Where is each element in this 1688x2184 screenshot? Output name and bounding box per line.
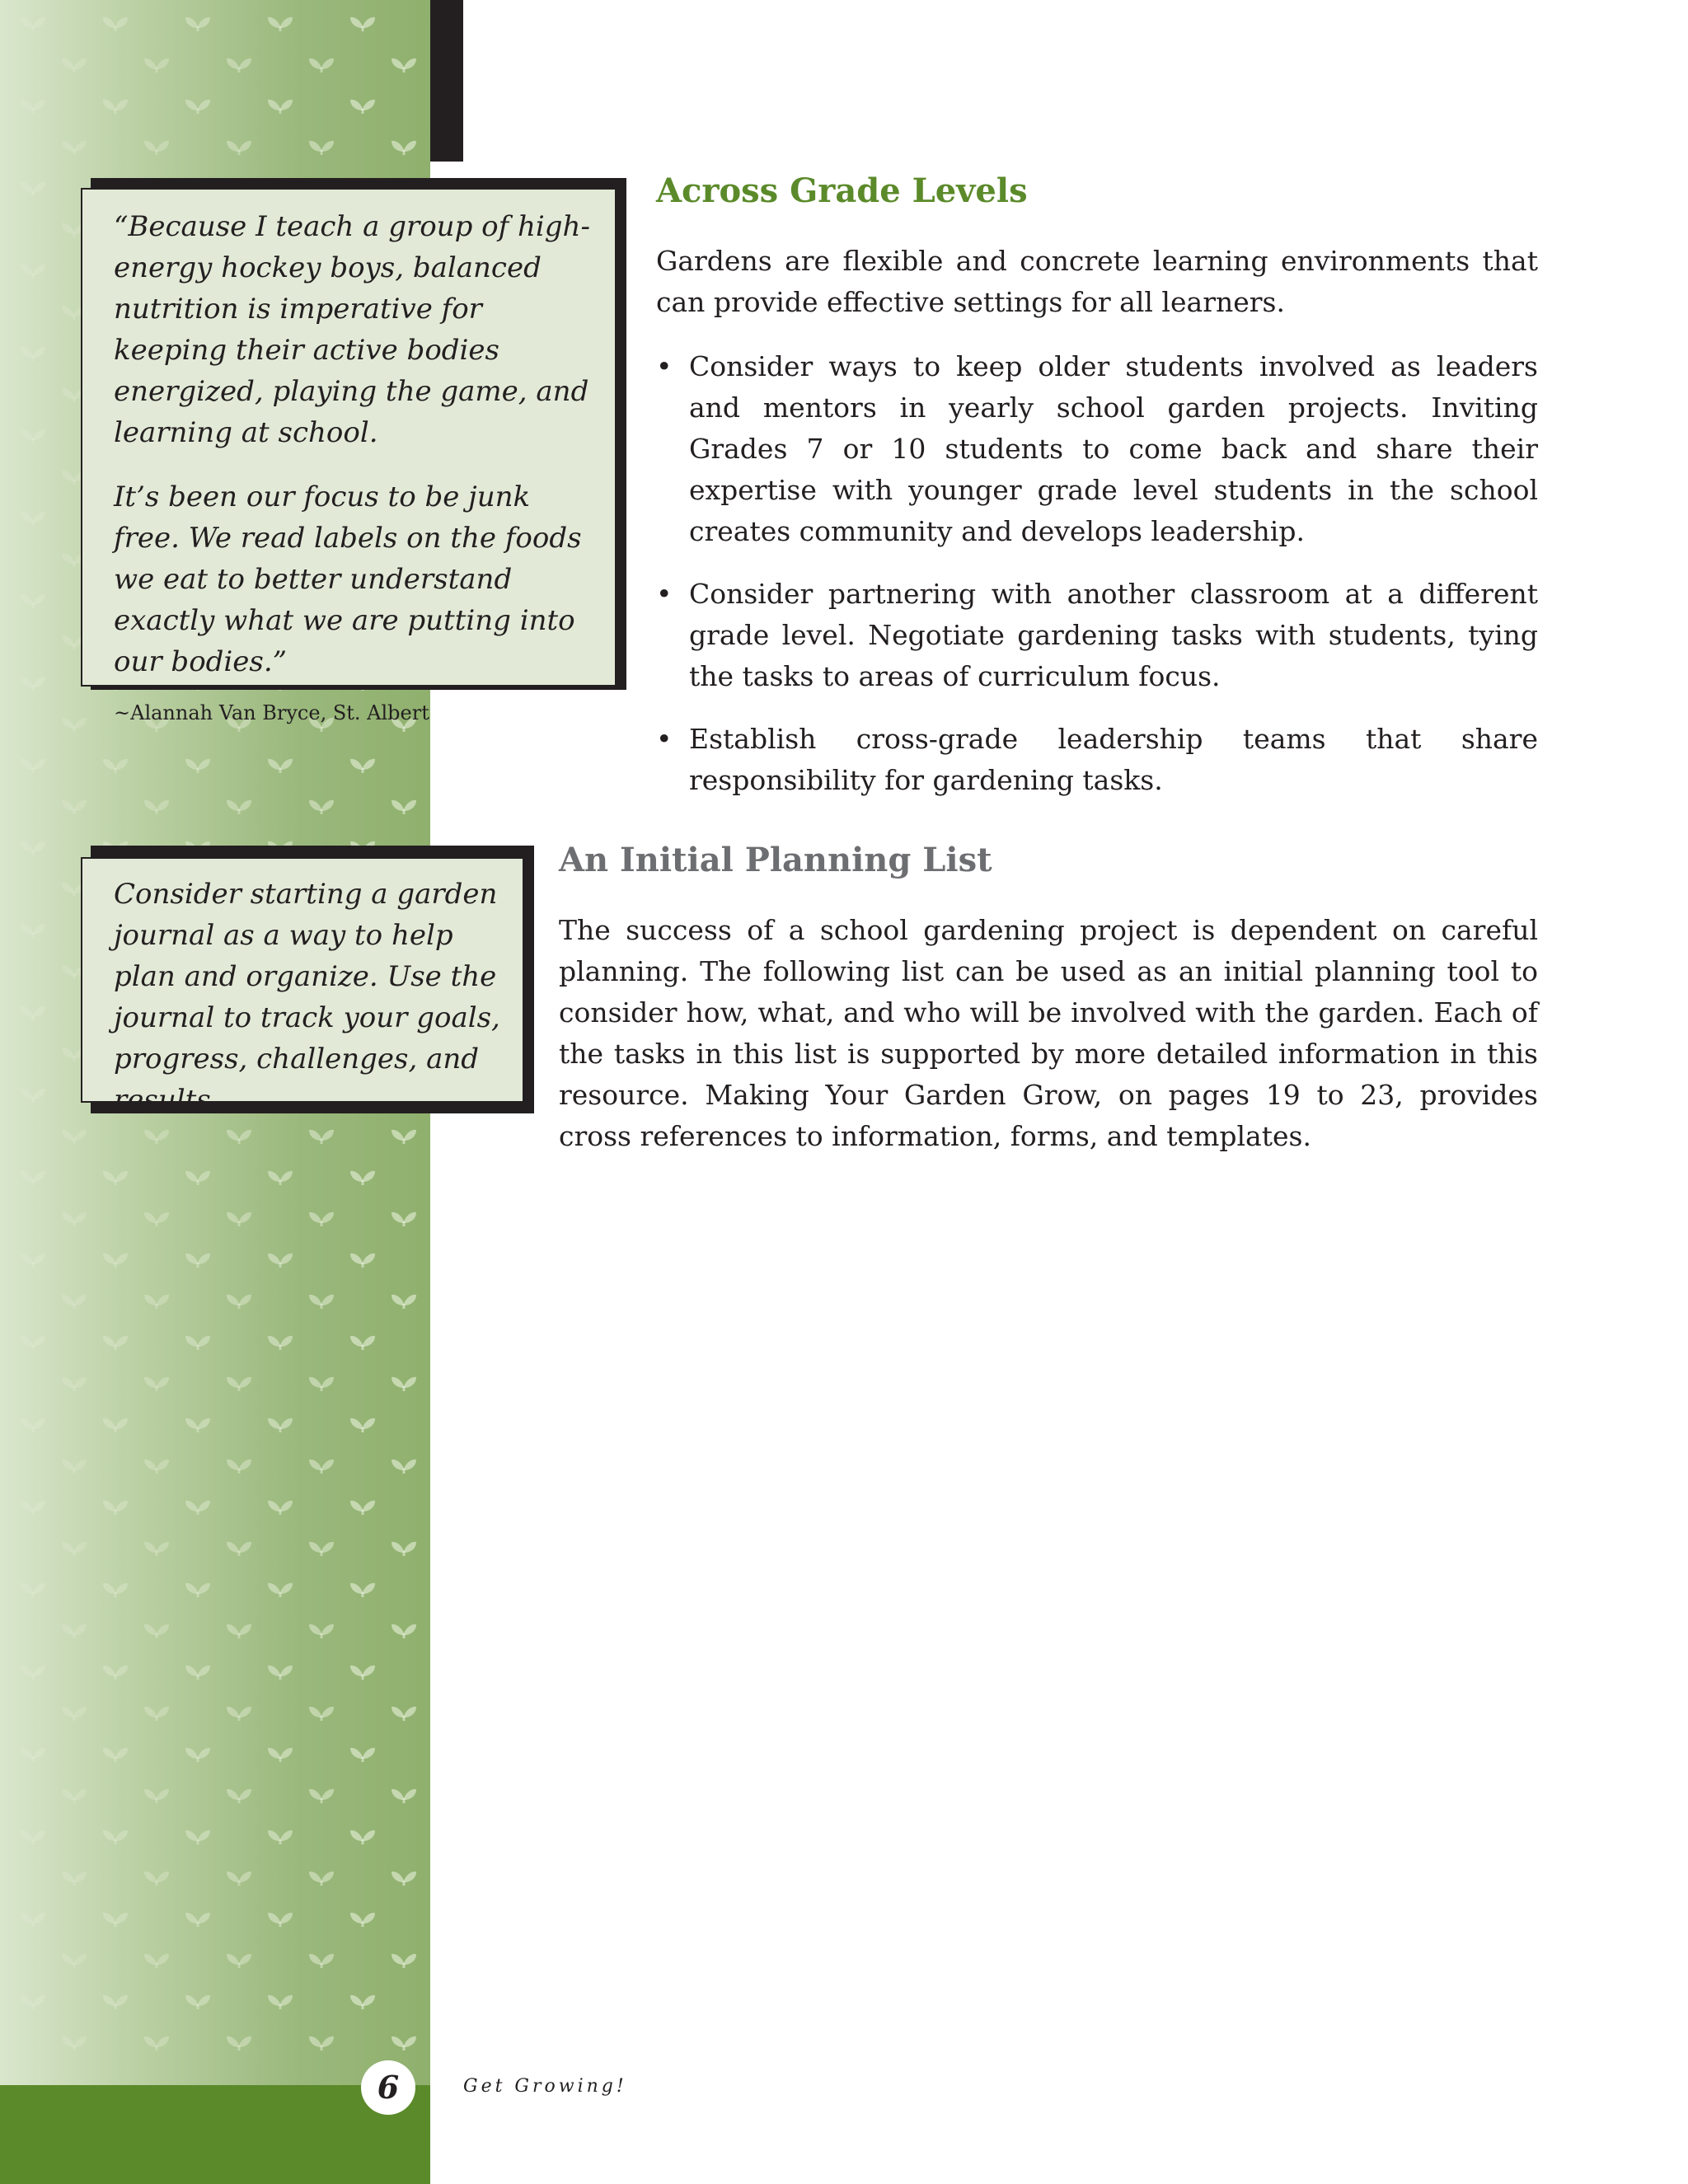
leaf-icon (227, 1707, 251, 1721)
leaf-icon (21, 1583, 45, 1597)
leaf-icon (350, 1748, 375, 1762)
leaf-icon (309, 1789, 334, 1803)
page-number: 6 (361, 2060, 415, 2115)
leaf-icon (185, 1913, 210, 1927)
leaf-icon (103, 1666, 128, 1680)
planning-paragraph: The success of a school gardening project is dependent on careful planning. The following list can be used as an initial planning tool to consider how, what, and who will be involved with the garden. Each of the tasks in this list is supported by more detailed information in this resource. Making Your Garden Grow, on pages 19 to 23, provides cross references to information, forms, and templates. (559, 914, 1538, 1152)
leaf-icon (392, 1954, 416, 1968)
leaf-icon (185, 100, 210, 114)
leaf-icon (21, 1254, 45, 1268)
leaf-icon (21, 347, 45, 361)
leaf-icon (144, 141, 169, 155)
leaf-icon (309, 1707, 334, 1721)
leaf-icon (21, 1336, 45, 1350)
leaf-icon (392, 1377, 416, 1391)
leaf-icon (144, 1377, 169, 1391)
leaf-icon (350, 1418, 375, 1432)
leaf-icon (21, 17, 45, 31)
leaf-icon (268, 1336, 293, 1350)
leaf-icon (21, 1830, 45, 1844)
leaf-icon (62, 1377, 87, 1391)
leaf-icon (268, 1171, 293, 1185)
leaf-icon (268, 1666, 293, 1680)
leaf-icon (185, 1418, 210, 1432)
leaf-icon (21, 759, 45, 773)
leaf-icon (350, 1830, 375, 1844)
leaf-icon (268, 1418, 293, 1432)
leaf-icon (21, 1418, 45, 1432)
leaf-icon (309, 1295, 334, 1309)
leaf-icon (62, 800, 87, 814)
leaf-icon (144, 1872, 169, 1886)
leaf-icon (309, 59, 334, 73)
leaf-icon (21, 1666, 45, 1680)
leaf-icon (62, 1954, 87, 1968)
leaf-icon (392, 1872, 416, 1886)
leaf-icon (62, 1295, 87, 1309)
leaf-icon (21, 677, 45, 691)
leaf-icon (62, 1707, 87, 1721)
leaf-icon (21, 1501, 45, 1515)
leaf-icon (62, 141, 87, 155)
sidebar-dark-accent (430, 0, 463, 162)
leaf-icon (144, 1624, 169, 1638)
leaf-icon (185, 1995, 210, 2009)
leaf-icon (268, 759, 293, 773)
leaf-icon (144, 59, 169, 73)
leaf-icon (21, 182, 45, 196)
leaf-icon (21, 1006, 45, 1020)
leaf-icon (103, 1748, 128, 1762)
leaf-icon (227, 2036, 251, 2050)
leaf-icon (350, 1501, 375, 1515)
leaf-icon (21, 1748, 45, 1762)
leaf-icon (21, 100, 45, 114)
leaf-icon (103, 1995, 128, 2009)
leaf-icon (185, 1171, 210, 1185)
leaf-icon (103, 759, 128, 773)
leaf-icon (350, 100, 375, 114)
leaf-icon (392, 800, 416, 814)
leaf-icon (62, 718, 87, 732)
leaf-icon (392, 1707, 416, 1721)
leaf-icon (21, 1995, 45, 2009)
leaf-icon (227, 1130, 251, 1144)
leaf-icon (268, 1913, 293, 1927)
leaf-icon (185, 1583, 210, 1597)
leaf-icon (144, 1789, 169, 1803)
leaf-icon (268, 1830, 293, 1844)
leaf-icon (62, 2036, 87, 2050)
leaf-icon (350, 759, 375, 773)
tip-text: Consider starting a garden journal as a way to help plan and organize. Use the journal to track your goals, progress, challenges, and results. (114, 878, 500, 1117)
leaf-icon (350, 17, 375, 31)
leaf-icon (21, 1913, 45, 1927)
leaf-icon (227, 59, 251, 73)
leaf-icon (144, 2036, 169, 2050)
leaf-icon (62, 1460, 87, 1474)
leaf-icon (227, 1542, 251, 1556)
bullet-icon: • (656, 578, 673, 610)
leaf-icon (392, 1789, 416, 1803)
leaf-icon (227, 1789, 251, 1803)
bullet-icon: • (656, 723, 673, 755)
leaf-icon (103, 1171, 128, 1185)
leaf-icon (392, 1542, 416, 1556)
leaf-icon (62, 1130, 87, 1144)
leaf-icon (144, 800, 169, 814)
leaf-icon (21, 429, 45, 443)
leaf-icon (227, 1460, 251, 1474)
leaf-icon (21, 1171, 45, 1185)
leaf-icon (144, 1954, 169, 1968)
section-intro-paragraph: Gardens are flexible and concrete learning environments that can provide effective settings for all learners. (656, 245, 1538, 318)
leaf-icon (309, 1542, 334, 1556)
leaf-icon (103, 1336, 128, 1350)
leaf-icon (144, 1460, 169, 1474)
list-item (656, 574, 1538, 697)
leaf-icon (62, 1872, 87, 1886)
leaf-icon (268, 1254, 293, 1268)
leaf-icon (103, 1830, 128, 1844)
list-item (656, 346, 1538, 552)
leaf-icon (309, 1460, 334, 1474)
quote-paragraph: “Because I teach a group of high-energy hockey boys, balanced nutrition is imperative for keeping their active bodies energized, playing the game, and learning at school. (114, 210, 590, 449)
leaf-icon (103, 1583, 128, 1597)
leaf-icon (62, 1542, 87, 1556)
leaf-icon (392, 1212, 416, 1226)
leaf-icon (185, 1254, 210, 1268)
leaf-icon (227, 141, 251, 155)
leaf-icon (144, 1295, 169, 1309)
leaf-icon (227, 1954, 251, 1968)
leaf-icon (227, 800, 251, 814)
leaf-icon (103, 17, 128, 31)
teacher-quote-box (81, 188, 617, 724)
leaf-icon (309, 1130, 334, 1144)
leaf-icon (103, 1418, 128, 1432)
leaf-icon (103, 100, 128, 114)
leaf-icon (21, 512, 45, 526)
leaf-icon (350, 1254, 375, 1268)
grade-levels-bullet-list (656, 346, 1538, 823)
leaf-icon (350, 1583, 375, 1597)
leaf-icon (21, 594, 45, 608)
leaf-icon (227, 1624, 251, 1638)
leaf-icon (392, 1624, 416, 1638)
leaf-icon (144, 1707, 169, 1721)
leaf-icon (309, 2036, 334, 2050)
leaf-icon (185, 1666, 210, 1680)
leaf-icon (309, 1377, 334, 1391)
list-item-text: Establish cross-grade leadership teams that share responsibility for gardening tasks. (689, 723, 1538, 796)
leaf-icon (185, 759, 210, 773)
leaf-icon (185, 1748, 210, 1762)
leaf-icon (309, 800, 334, 814)
garden-journal-tip-box (81, 857, 524, 1117)
list-item-text: Consider partnering with another classroom at a different grade level. Negotiate gardening tasks with students, tying the tasks to areas of curriculum focus. (689, 578, 1538, 692)
leaf-icon (185, 1501, 210, 1515)
leaf-icon (185, 1336, 210, 1350)
leaf-icon (309, 1872, 334, 1886)
leaf-icon (227, 1377, 251, 1391)
leaf-icon (227, 1872, 251, 1886)
quote-paragraph: It’s been our focus to be junk free. We read labels on the foods we eat to better understand exactly what we are putting into our bodies.” (114, 480, 582, 678)
leaf-icon (268, 1995, 293, 2009)
leaf-icon (309, 1212, 334, 1226)
list-item-text: Consider ways to keep older students involved as leaders and mentors in yearly school garden projects. Inviting Grades 7 or 10 students to come back and share their expertise with younger grade level students in the school creates community and develops leadership. (689, 350, 1538, 547)
leaf-icon (144, 1212, 169, 1226)
section-heading-initial-planning-list: An Initial Planning List (559, 841, 992, 879)
leaf-icon (392, 59, 416, 73)
leaf-icon (227, 1295, 251, 1309)
leaf-icon (185, 17, 210, 31)
leaf-icon (392, 1130, 416, 1144)
leaf-icon (309, 1624, 334, 1638)
leaf-icon (21, 1089, 45, 1103)
leaf-icon (62, 59, 87, 73)
leaf-icon (350, 1995, 375, 2009)
footer-publication-title: Get Growing! (463, 2076, 627, 2097)
leaf-icon (350, 1336, 375, 1350)
leaf-icon (21, 265, 45, 279)
leaf-icon (309, 1954, 334, 1968)
leaf-icon (103, 1501, 128, 1515)
leaf-icon (227, 1212, 251, 1226)
leaf-icon (103, 1913, 128, 1927)
bullet-icon: • (656, 350, 673, 382)
leaf-icon (103, 1254, 128, 1268)
leaf-icon (21, 924, 45, 938)
leaf-icon (392, 141, 416, 155)
leaf-icon (392, 1460, 416, 1474)
leaf-icon (62, 1789, 87, 1803)
leaf-icon (392, 2036, 416, 2050)
leaf-icon (185, 1830, 210, 1844)
leaf-icon (144, 1130, 169, 1144)
leaf-icon (62, 1212, 87, 1226)
leaf-icon (350, 1913, 375, 1927)
leaf-icon (144, 1542, 169, 1556)
leaf-icon (268, 1748, 293, 1762)
leaf-icon (62, 1624, 87, 1638)
leaf-icon (268, 1583, 293, 1597)
leaf-icon (309, 141, 334, 155)
leaf-icon (268, 17, 293, 31)
section-heading-across-grade-levels: Across Grade Levels (656, 171, 1028, 210)
leaf-icon (350, 1666, 375, 1680)
leaf-icon (392, 1295, 416, 1309)
leaf-icon (268, 1501, 293, 1515)
quote-attribution: ~Alannah Van Bryce, St. Albert (114, 701, 429, 724)
leaf-icon (350, 1171, 375, 1185)
leaf-icon (268, 100, 293, 114)
list-item (656, 719, 1538, 801)
leaf-icon (21, 841, 45, 855)
